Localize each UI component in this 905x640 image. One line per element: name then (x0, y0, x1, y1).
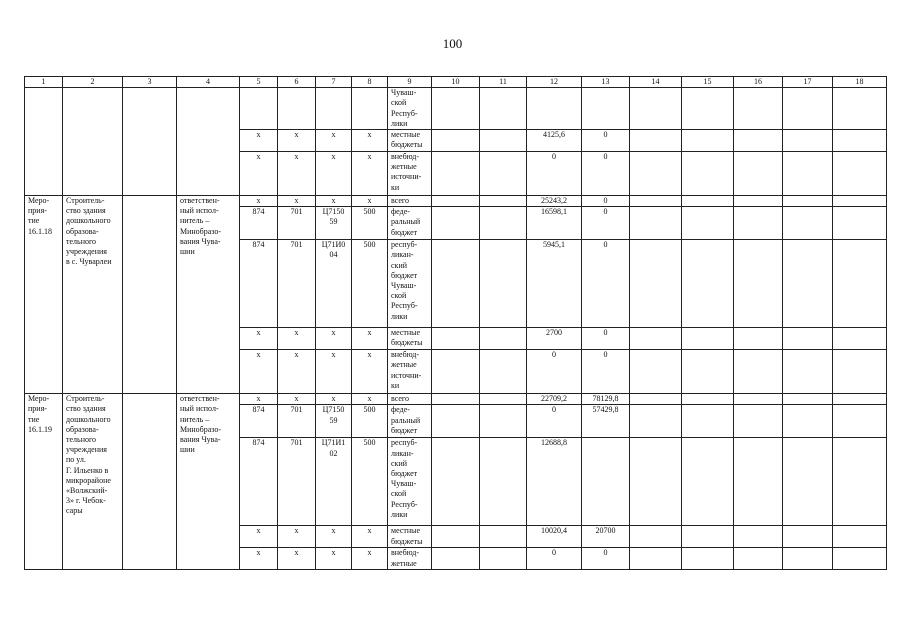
section-code: х (278, 394, 316, 405)
empty-cell (480, 207, 527, 240)
amount-value: 12688,8 (527, 438, 582, 526)
empty-cell (682, 196, 734, 207)
expense-type-code: х (352, 526, 388, 548)
empty-cell (783, 526, 833, 548)
empty-cell (734, 548, 783, 570)
empty-cell (833, 350, 887, 394)
expense-type-code: х (352, 152, 388, 196)
target-article-code: х (316, 526, 352, 548)
empty-cell (783, 240, 833, 328)
column-number-header: 8 (352, 77, 388, 88)
empty-cell (783, 405, 833, 438)
empty-cell (123, 394, 177, 570)
amount-value: 0 (582, 548, 630, 570)
empty-cell (783, 196, 833, 207)
empty-cell (734, 526, 783, 548)
empty-cell (734, 196, 783, 207)
funding-source: внебюд- жетные (388, 548, 432, 570)
empty-cell (630, 130, 682, 152)
column-number-header: 15 (682, 77, 734, 88)
empty-cell (783, 394, 833, 405)
empty-cell (480, 394, 527, 405)
amount-value: 16598,1 (527, 207, 582, 240)
empty-cell (833, 207, 887, 240)
table-row (25, 196, 887, 207)
empty-cell (833, 88, 887, 130)
expense-type-code: 500 (352, 240, 388, 328)
empty-cell (480, 438, 527, 526)
table-row (25, 394, 887, 405)
empty-cell (630, 438, 682, 526)
target-article-code: х (316, 328, 352, 350)
grbs-code: х (240, 350, 278, 394)
column-number-header: 14 (630, 77, 682, 88)
amount-value: 0 (582, 207, 630, 240)
empty-cell (682, 130, 734, 152)
empty-cell (432, 405, 480, 438)
target-article-code: х (316, 196, 352, 207)
expense-type-code (352, 88, 388, 130)
target-article-code: Ц7150 59 (316, 405, 352, 438)
section-code: х (278, 196, 316, 207)
amount-value: 4125,6 (527, 130, 582, 152)
amount-value: 0 (527, 405, 582, 438)
empty-cell (432, 548, 480, 570)
column-number-header: 18 (833, 77, 887, 88)
grbs-code: х (240, 328, 278, 350)
column-number-header: 12 (527, 77, 582, 88)
empty-cell (783, 350, 833, 394)
empty-cell (833, 526, 887, 548)
empty-cell (833, 240, 887, 328)
column-number-header: 11 (480, 77, 527, 88)
target-article-code: х (316, 350, 352, 394)
empty-cell (833, 152, 887, 196)
section-code: 701 (278, 240, 316, 328)
target-article-code: х (316, 394, 352, 405)
column-number-header: 4 (177, 77, 240, 88)
expense-type-code: х (352, 196, 388, 207)
responsible-executor: ответствен- ный испол- нитель – Минобразо- вания Чува- шии (177, 394, 240, 570)
empty-cell (480, 88, 527, 130)
amount-value: 0 (527, 350, 582, 394)
grbs-code (240, 88, 278, 130)
empty-cell (682, 394, 734, 405)
amount-value: 25243,2 (527, 196, 582, 207)
amount-value: 0 (582, 152, 630, 196)
empty-cell (682, 526, 734, 548)
amount-value: 0 (582, 196, 630, 207)
grbs-code: х (240, 526, 278, 548)
header-row (25, 77, 887, 88)
empty-cell (630, 394, 682, 405)
funding-source: феде- ральный бюджет (388, 405, 432, 438)
empty-cell (630, 548, 682, 570)
target-article-code: х (316, 152, 352, 196)
section-code: х (278, 152, 316, 196)
empty-cell (682, 405, 734, 438)
amount-value: 10020,4 (527, 526, 582, 548)
empty-cell (432, 438, 480, 526)
section-code: х (278, 350, 316, 394)
column-number-header: 5 (240, 77, 278, 88)
funding-source: местные бюджеты (388, 526, 432, 548)
empty-cell (630, 405, 682, 438)
column-number-header: 2 (63, 77, 123, 88)
column-number-header: 16 (734, 77, 783, 88)
column-number-header: 1 (25, 77, 63, 88)
funding-source: респуб- ликан- ский бюджет Чуваш- ской Респуб- лики (388, 438, 432, 526)
empty-cell (480, 548, 527, 570)
grbs-code: 874 (240, 405, 278, 438)
empty-cell (630, 196, 682, 207)
empty-cell (783, 130, 833, 152)
activity-name: Строитель- ство здания дошкольного образова- тельного учреждения по ул. Г. Ильенко в микрорайоне «Волжский- 3» г. Чебок- сары (63, 394, 123, 570)
page-number: 100 (442, 36, 463, 51)
empty-cell (432, 350, 480, 394)
empty-cell (682, 207, 734, 240)
empty-cell (734, 207, 783, 240)
funding-source: респуб- ликан- ский бюджет Чуваш- ской Респуб- лики (388, 240, 432, 328)
empty-cell (734, 130, 783, 152)
empty-cell (682, 548, 734, 570)
empty-cell (783, 438, 833, 526)
empty-cell (63, 88, 123, 196)
empty-cell (734, 152, 783, 196)
amount-value: 0 (582, 130, 630, 152)
empty-cell (630, 207, 682, 240)
empty-cell (833, 328, 887, 350)
empty-cell (432, 130, 480, 152)
amount-value: 78129,8 (582, 394, 630, 405)
grbs-code: х (240, 394, 278, 405)
section-code: х (278, 130, 316, 152)
empty-cell (630, 328, 682, 350)
funding-source: Чуваш- ской Респуб- лики (388, 88, 432, 130)
empty-cell (734, 394, 783, 405)
empty-cell (432, 152, 480, 196)
empty-cell (177, 88, 240, 196)
empty-cell (734, 350, 783, 394)
table-row (25, 88, 887, 130)
funding-source: местные бюджеты (388, 130, 432, 152)
column-number-header: 7 (316, 77, 352, 88)
empty-cell (630, 350, 682, 394)
target-article-code: Ц71И0 04 (316, 240, 352, 328)
amount-value: 20700 (582, 526, 630, 548)
amount-value: 5945,1 (527, 240, 582, 328)
empty-cell (480, 152, 527, 196)
empty-cell (783, 152, 833, 196)
funding-source: местные бюджеты (388, 328, 432, 350)
section-code: 701 (278, 405, 316, 438)
funding-source: всего (388, 196, 432, 207)
grbs-code: х (240, 130, 278, 152)
funding-source: внебюд- жетные источни- ки (388, 152, 432, 196)
column-number-header: 17 (783, 77, 833, 88)
column-number-header: 9 (388, 77, 432, 88)
amount-value: 57429,8 (582, 405, 630, 438)
amount-value: 2700 (527, 328, 582, 350)
empty-cell (432, 196, 480, 207)
section-code: х (278, 328, 316, 350)
empty-cell (833, 394, 887, 405)
empty-cell (432, 526, 480, 548)
amount-value (527, 88, 582, 130)
empty-cell (682, 152, 734, 196)
empty-cell (480, 196, 527, 207)
target-article-code: Ц7150 59 (316, 207, 352, 240)
expense-type-code: 500 (352, 438, 388, 526)
empty-cell (480, 526, 527, 548)
grbs-code: 874 (240, 207, 278, 240)
empty-cell (734, 328, 783, 350)
grbs-code: 874 (240, 438, 278, 526)
empty-cell (833, 438, 887, 526)
expense-type-code: х (352, 350, 388, 394)
expense-type-code: х (352, 548, 388, 570)
grbs-code: х (240, 196, 278, 207)
empty-cell (833, 130, 887, 152)
empty-cell (682, 328, 734, 350)
funding-source: феде- ральный бюджет (388, 207, 432, 240)
expense-type-code: 500 (352, 405, 388, 438)
empty-cell (734, 240, 783, 328)
budget-table (24, 76, 887, 570)
amount-value: 0 (527, 548, 582, 570)
empty-cell (833, 405, 887, 438)
funding-source: всего (388, 394, 432, 405)
expense-type-code: х (352, 130, 388, 152)
empty-cell (734, 438, 783, 526)
expense-type-code: 500 (352, 207, 388, 240)
empty-cell (480, 350, 527, 394)
activity-number: Меро- прия- тие 16.1.19 (25, 394, 63, 570)
activity-number: Меро- прия- тие 16.1.18 (25, 196, 63, 394)
column-number-header: 3 (123, 77, 177, 88)
empty-cell (432, 88, 480, 130)
expense-type-code: х (352, 394, 388, 405)
target-article-code (316, 88, 352, 130)
section-code: х (278, 526, 316, 548)
column-number-header: 10 (432, 77, 480, 88)
amount-value (582, 88, 630, 130)
amount-value: 0 (582, 328, 630, 350)
empty-cell (480, 130, 527, 152)
empty-cell (630, 88, 682, 130)
activity-name: Строитель- ство здания дошкольного образова- тельного учреждения в с. Чуварлеи (63, 196, 123, 394)
empty-cell (783, 328, 833, 350)
empty-cell (432, 394, 480, 405)
funding-source: внебюд- жетные источни- ки (388, 350, 432, 394)
empty-cell (432, 207, 480, 240)
column-number-header: 13 (582, 77, 630, 88)
empty-cell (833, 548, 887, 570)
section-code: 701 (278, 438, 316, 526)
amount-value: 22709,2 (527, 394, 582, 405)
grbs-code: 874 (240, 240, 278, 328)
responsible-executor: ответствен- ный испол- нитель – Минобразо- вания Чува- шии (177, 196, 240, 394)
section-code (278, 88, 316, 130)
expense-type-code: х (352, 328, 388, 350)
empty-cell (682, 438, 734, 526)
section-code: х (278, 548, 316, 570)
empty-cell (783, 207, 833, 240)
grbs-code: х (240, 152, 278, 196)
amount-value: 0 (527, 152, 582, 196)
amount-value (582, 438, 630, 526)
empty-cell (480, 405, 527, 438)
empty-cell (630, 240, 682, 328)
section-code: 701 (278, 207, 316, 240)
empty-cell (682, 88, 734, 130)
empty-cell (25, 88, 63, 196)
target-article-code: х (316, 130, 352, 152)
empty-cell (734, 405, 783, 438)
amount-value: 0 (582, 240, 630, 328)
empty-cell (783, 548, 833, 570)
grbs-code: х (240, 548, 278, 570)
empty-cell (734, 88, 783, 130)
empty-cell (630, 152, 682, 196)
target-article-code: х (316, 548, 352, 570)
empty-cell (432, 240, 480, 328)
empty-cell (833, 196, 887, 207)
empty-cell (682, 240, 734, 328)
empty-cell (783, 88, 833, 130)
empty-cell (123, 196, 177, 394)
empty-cell (682, 350, 734, 394)
empty-cell (432, 328, 480, 350)
empty-cell (123, 88, 177, 196)
empty-cell (480, 240, 527, 328)
empty-cell (630, 526, 682, 548)
target-article-code: Ц71И1 02 (316, 438, 352, 526)
amount-value: 0 (582, 350, 630, 394)
empty-cell (480, 328, 527, 350)
column-number-header: 6 (278, 77, 316, 88)
